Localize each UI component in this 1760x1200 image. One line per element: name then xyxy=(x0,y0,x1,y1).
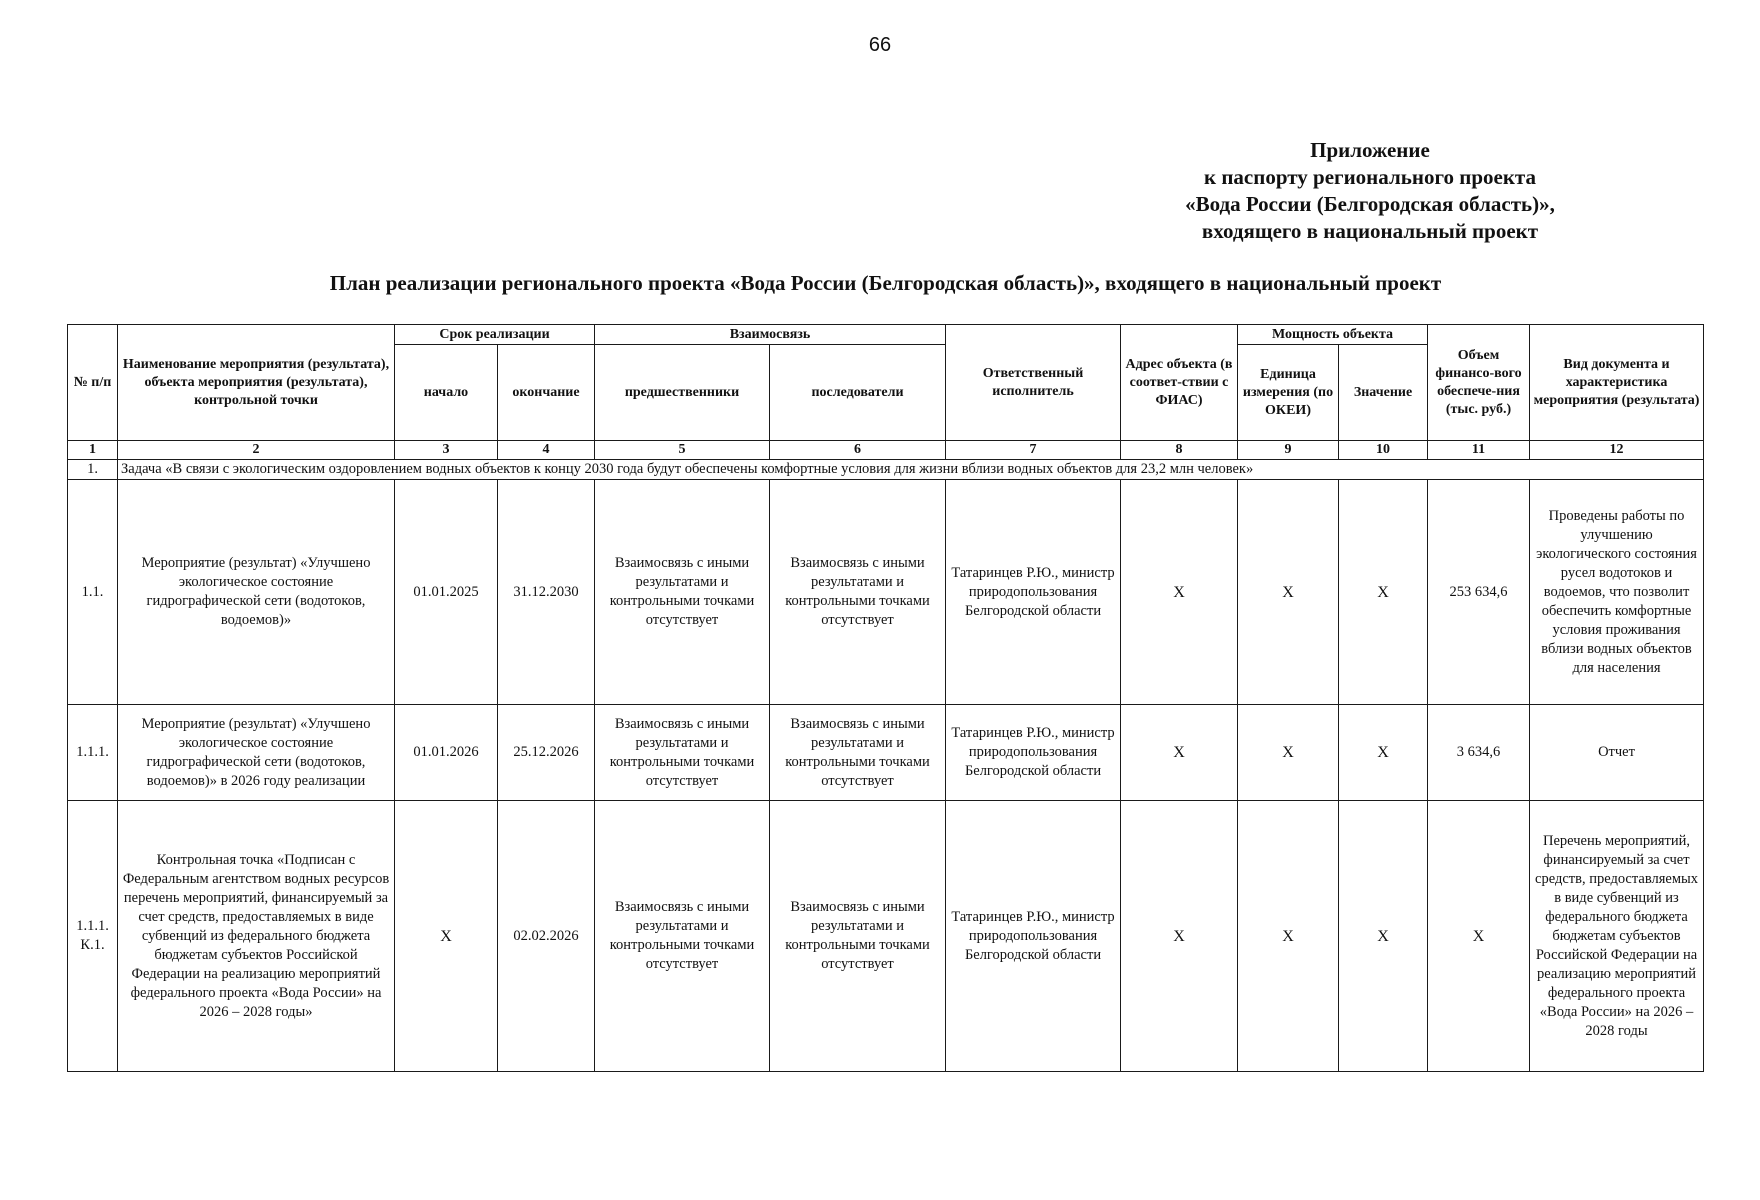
row-predecessors: Взаимосвязь с иными результатами и контрольными точками отсутствует xyxy=(595,705,770,801)
row-funding: 253 634,6 xyxy=(1428,480,1530,705)
header-doc-type: Вид документа и характеристика мероприятия (результата) xyxy=(1530,325,1704,441)
row-address: X xyxy=(1121,801,1238,1072)
row-num: 1.1.1. К.1. xyxy=(68,801,118,1072)
header-successors: последователи xyxy=(770,345,946,441)
header-relation: Взаимосвязь xyxy=(595,325,946,345)
table-row xyxy=(68,480,1704,705)
appendix-line: входящего в национальный проект xyxy=(1201,219,1539,243)
row-doc-type: Проведены работы по улучшению экологического состояния русел водотоков и водоемов, что позволит обеспечить комфортные условия проживания вблизи водных объектов для населения xyxy=(1530,480,1704,705)
appendix-line: к паспорту регионального проекта xyxy=(1203,165,1536,189)
row-unit: X xyxy=(1238,801,1339,1072)
header-num: № п/п xyxy=(68,325,118,441)
row-name: Мероприятие (результат) «Улучшено экологическое состояние гидрографической сети (водотоков, водоемов)» в 2026 году реализации xyxy=(118,705,395,801)
row-value: X xyxy=(1339,705,1428,801)
table-row xyxy=(68,705,1704,801)
plan-title: План реализации регионального проекта «Вода России (Белгородская область)», входящего в национальный проект xyxy=(329,271,1442,295)
row-start: X xyxy=(395,801,498,1072)
row-value: X xyxy=(1339,801,1428,1072)
row-value: X xyxy=(1339,480,1428,705)
column-number: 8 xyxy=(1121,441,1238,460)
row-successors: Взаимосвязь с иными результатами и контрольными точками отсутствует xyxy=(770,480,946,705)
row-name: Мероприятие (результат) «Улучшено экологическое состояние гидрографической сети (водотоков, водоемов)» xyxy=(118,480,395,705)
header-funding: Объем финансо-вого обеспече-ния (тыс. руб.) xyxy=(1428,325,1530,441)
column-number: 7 xyxy=(946,441,1121,460)
row-start: 01.01.2026 xyxy=(395,705,498,801)
appendix-line: Приложение xyxy=(1310,138,1430,162)
column-number: 3 xyxy=(395,441,498,460)
row-unit: X xyxy=(1238,705,1339,801)
row-funding: 3 634,6 xyxy=(1428,705,1530,801)
header-address: Адрес объекта (в соответ-ствии с ФИАС) xyxy=(1121,325,1238,441)
row-end: 25.12.2026 xyxy=(498,705,595,801)
column-number: 12 xyxy=(1530,441,1704,460)
header-name: Наименование мероприятия (результата), объекта мероприятия (результата), контрольной точки xyxy=(118,325,395,441)
row-predecessors: Взаимосвязь с иными результатами и контрольными точками отсутствует xyxy=(595,801,770,1072)
appendix-heading xyxy=(1110,137,1630,245)
row-responsible: Татаринцев Р.Ю., министр природопользования Белгородской области xyxy=(946,801,1121,1072)
row-unit: X xyxy=(1238,480,1339,705)
appendix-line: «Вода России (Белгородская область)», xyxy=(1185,192,1555,216)
column-number: 2 xyxy=(118,441,395,460)
row-responsible: Татаринцев Р.Ю., министр природопользования Белгородской области xyxy=(946,480,1121,705)
header-end: окончание xyxy=(498,345,595,441)
row-successors: Взаимосвязь с иными результатами и контрольными точками отсутствует xyxy=(770,705,946,801)
column-number: 11 xyxy=(1428,441,1530,460)
row-end: 02.02.2026 xyxy=(498,801,595,1072)
row-responsible: Татаринцев Р.Ю., министр природопользования Белгородской области xyxy=(946,705,1121,801)
header-capacity: Мощность объекта xyxy=(1238,325,1428,345)
row-doc-type: Перечень мероприятий, финансируемый за счет средств, предоставляемых в виде субвенций из федерального бюджета бюджетам субъектов Российской Федерации на реализацию мероприятий федерального проекта «Вода России» на 2026 – 2028 годы xyxy=(1530,801,1704,1072)
row-doc-type: Отчет xyxy=(1530,705,1704,801)
row-name: Контрольная точка «Подписан с Федеральным агентством водных ресурсов перечень мероприятий, финансируемый за счет средств, предоставляемых в виде субвенций из федерального бюджета бюджетам субъектов Российской Федерации на реализацию мероприятий федерального проекта «Вода России» на 2026 – 2028 годы» xyxy=(118,801,395,1072)
row-successors: Взаимосвязь с иными результатами и контрольными точками отсутствует xyxy=(770,801,946,1072)
column-number: 6 xyxy=(770,441,946,460)
column-number: 10 xyxy=(1339,441,1428,460)
column-number: 1 xyxy=(68,441,118,460)
header-responsible: Ответственный исполнитель xyxy=(946,325,1121,441)
row-start: 01.01.2025 xyxy=(395,480,498,705)
header-predecessors: предшественники xyxy=(595,345,770,441)
table-row xyxy=(68,801,1704,1072)
column-number: 5 xyxy=(595,441,770,460)
task-text: Задача «В связи с экологическим оздоровлением водных объектов к концу 2030 года будут обеспечены комфортные условия для жизни вблизи водных объектов для 23,2 млн человек» xyxy=(118,460,1704,480)
row-num: 1.1.1. xyxy=(68,705,118,801)
row-address: X xyxy=(1121,705,1238,801)
header-value: Значение xyxy=(1339,345,1428,441)
row-end: 31.12.2030 xyxy=(498,480,595,705)
row-funding: X xyxy=(1428,801,1530,1072)
column-number: 9 xyxy=(1238,441,1339,460)
row-num: 1.1. xyxy=(68,480,118,705)
row-predecessors: Взаимосвязь с иными результатами и контрольными точками отсутствует xyxy=(595,480,770,705)
plan-table xyxy=(67,324,1704,1072)
page-number: 66 xyxy=(868,34,892,56)
task-num: 1. xyxy=(68,460,118,480)
column-number: 4 xyxy=(498,441,595,460)
row-address: X xyxy=(1121,480,1238,705)
header-start: начало xyxy=(395,345,498,441)
header-term: Срок реализации xyxy=(395,325,595,345)
header-unit: Единица измерения (по ОКЕИ) xyxy=(1238,345,1339,441)
task-row xyxy=(68,460,1704,480)
